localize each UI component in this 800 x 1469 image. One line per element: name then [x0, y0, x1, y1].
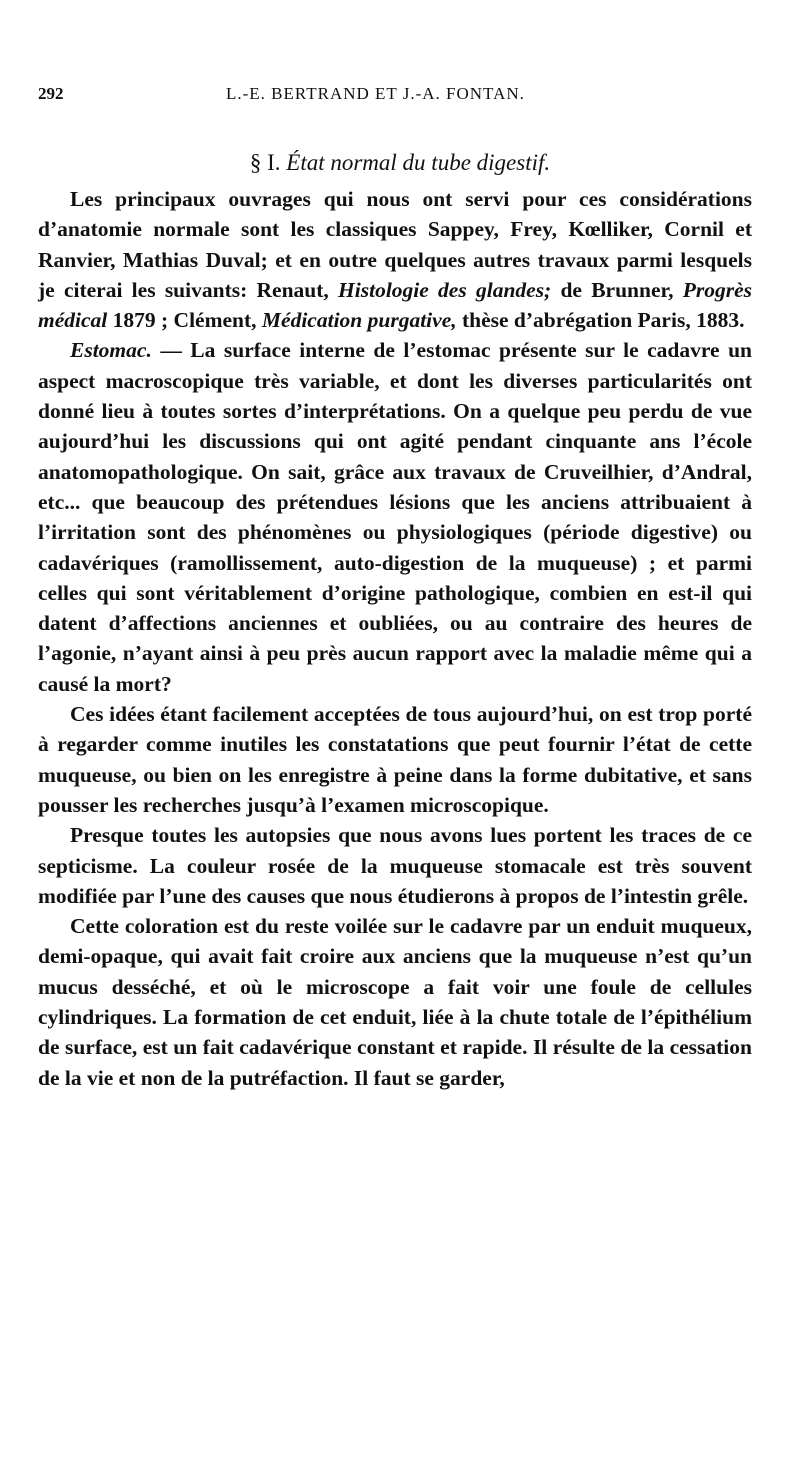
text-run: — La surface interne de l’estomac présente sur le cadavre un aspect macroscopique très variable, et dont les diverses particularités ont donné lieu à toutes sortes d’interprétations. On a quelque peu perdu de vue aujourd’hui les discussions qui ont agité pendant cinquante ans l’école anatomopathologique. On sait, grâce aux travaux de Cruveilhier, d’Andral, etc... que beaucoup des prétendues lésions que les anciens attribuaient à l’irritation sont des phénomènes ou physiologiques (période digestive) ou cadavériques (ramollissement, auto-digestion de la muqueuse) ; et parmi celles qui sont véritablement d’origine pathologique, combien en est-il qui datent d’affections anciennes et oubliées, ou au contraire des heures de l’agonie, n’ayant ainsi à peu près aucun rapport avec la maladie même qui a causé la mort?	[38, 338, 752, 696]
body-text	[38, 184, 752, 1093]
running-header	[38, 84, 750, 114]
text-run: Presque toutes les autopsies que nous avons lues portent les traces de ce septicisme. La couleur rosée de la muqueuse stomacale est très souvent modifiée par l’une des causes que nous étudierons à propos de l’intestin grêle.	[38, 823, 752, 908]
text-run: Les principaux ouvrages qui nous ont servi pour ces considérations d’anatomie normale sont les classiques Sappey, Frey, Kœlliker, Cornil et Ranvier, Mathias Duval; et en outre quelques autres travaux parmi lesquels je citerai les suivants: Renaut,	[38, 187, 752, 302]
text-run: de Brunner,	[551, 277, 683, 302]
paragraph	[38, 184, 752, 335]
paragraph	[38, 911, 752, 1093]
paragraph	[38, 699, 752, 820]
italic-text: Estomac.	[70, 338, 152, 363]
section-title: État normal du tube digestif.	[286, 150, 551, 175]
italic-text: Médication purgative,	[261, 308, 457, 333]
running-title: L.-E. BERTRAND ET J.-A. FONTAN.	[226, 84, 525, 103]
italic-text: Progrès médical	[38, 277, 752, 333]
text-run: 1879 ; Clément,	[107, 308, 262, 333]
section-heading	[0, 150, 800, 176]
paragraph	[38, 820, 752, 911]
text-run: Ces idées étant facilement acceptées de tous aujourd’hui, on est trop porté à regarder comme inutiles les constatations que peut fournir l’état de cette muqueuse, ou bien on les enregistre à peine dans la forme dubitative, et sans pousser les recherches jusqu’à l’examen microscopique.	[38, 702, 752, 817]
page-number: 292	[38, 84, 64, 103]
section-prefix: § I.	[249, 150, 281, 175]
text-run: Cette coloration est du reste voilée sur le cadavre par un enduit muqueux, demi-opaque, qui avait fait croire aux anciens que la muqueuse n’est qu’un mucus desséché, et où le microscope a fait voir une foule de cellules cylindriques. La formation de cet enduit, liée à la chute totale de l’épithélium de surface, est un fait cadavérique constant et rapide. Il résulte de la cessation de la vie et non de la putréfaction. Il faut se garder,	[38, 914, 752, 1090]
text-run: thèse d’abrégation Paris, 1883.	[456, 308, 745, 333]
italic-text: Histologie des glandes;	[338, 277, 552, 302]
paragraph	[38, 335, 752, 699]
